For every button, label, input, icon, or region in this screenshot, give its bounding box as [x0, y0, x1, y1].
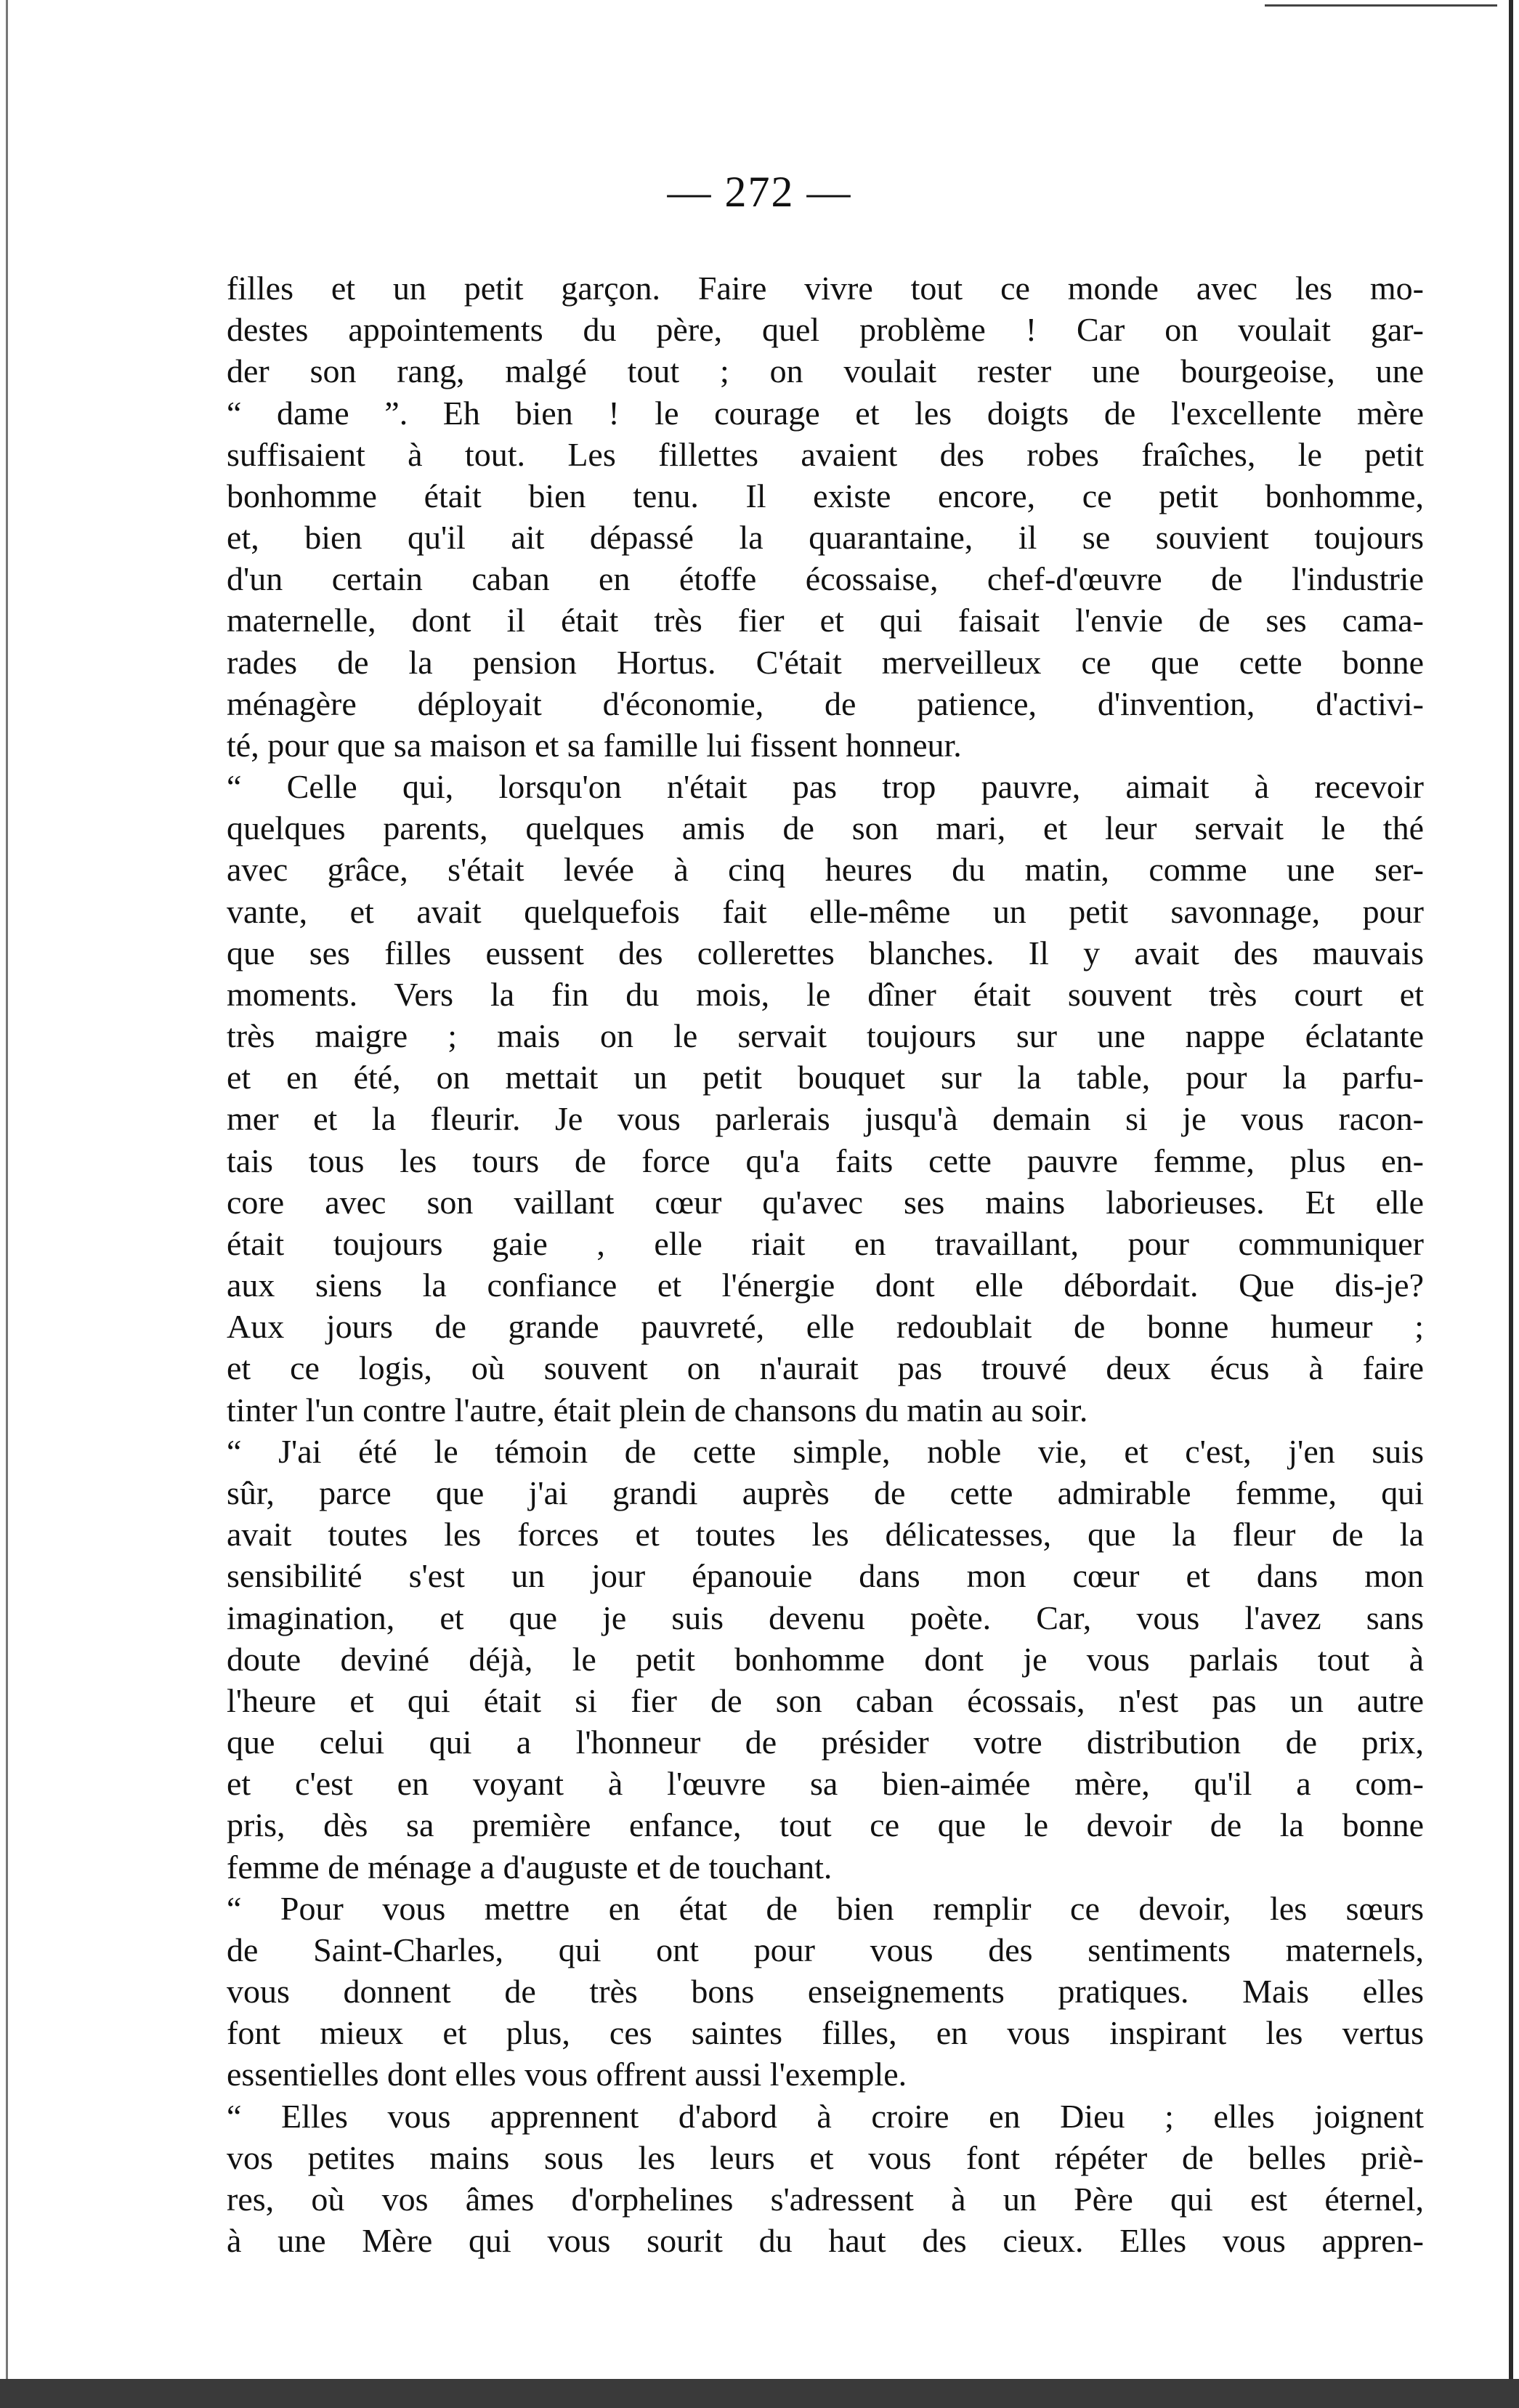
text-line: tais tous les tours de force qu'a faits cette pauvre femme, plus en-: [227, 1142, 1424, 1179]
text-line: que celui qui a l'honneur de présider votre distribution de prix,: [227, 1724, 1424, 1761]
text-line: “ Elles vous apprennent d'abord à croire en Dieu ; elles joignent: [227, 2097, 1424, 2135]
text-line: destes appointements du père, quel problème ! Car on voulait gar-: [227, 311, 1424, 349]
text-line: té, pour que sa maison et sa famille lui fissent honneur.: [227, 726, 962, 764]
scan-edge-right: [1509, 0, 1513, 2408]
text-line: avec grâce, s'était levée à cinq heures du matin, comme une ser-: [227, 851, 1424, 889]
text-line: quelques parents, quelques amis de son mari, et leur servait le thé: [227, 809, 1424, 847]
text-line: très maigre ; mais on le servait toujours sur une nappe éclatante: [227, 1017, 1424, 1055]
text-line: vos petites mains sous les leurs et vous font répéter de belles priè-: [227, 2138, 1424, 2176]
text-line: font mieux et plus, ces saintes filles, en vous inspirant les vertus: [227, 2014, 1424, 2052]
text-line: core avec son vaillant cœur qu'avec ses mains laborieuses. Et elle: [227, 1183, 1424, 1221]
body-text: [227, 267, 1424, 2261]
text-line: sûr, parce que j'ai grandi auprès de cette admirable femme, qui: [227, 1474, 1424, 1511]
text-line: “ Pour vous mettre en état de bien remplir ce devoir, les sœurs: [227, 1889, 1424, 1927]
text-line: et en été, on mettait un petit bouquet sur la table, pour la parfu-: [227, 1059, 1424, 1096]
text-line: l'heure et qui était si fier de son caban écossais, n'est pas un autre: [227, 1681, 1424, 1719]
text-line: imagination, et que je suis devenu poète. Car, vous l'avez sans: [227, 1599, 1424, 1636]
text-line: ménagère déployait d'économie, de patience, d'invention, d'activi-: [227, 684, 1424, 722]
text-line: res, où vos âmes d'orphelines s'adressent à un Père qui est éternel,: [227, 2180, 1424, 2218]
text-line: pris, dès sa première enfance, tout ce que le devoir de la bonne: [227, 1806, 1424, 1844]
text-line: bonhomme était bien tenu. Il existe encore, ce petit bonhomme,: [227, 477, 1424, 514]
text-line: “ J'ai été le témoin de cette simple, noble vie, et c'est, j'en suis: [227, 1432, 1424, 1470]
text-line: était toujours gaie , elle riait en travaillant, pour communiquer: [227, 1224, 1424, 1262]
text-line: mer et la fleurir. Je vous parlerais jusqu'à demain si je vous racon-: [227, 1100, 1424, 1138]
text-line: avait toutes les forces et toutes les délicatesses, que la fleur de la: [227, 1516, 1424, 1554]
text-line: de Saint-Charles, qui ont pour vous des sentiments maternels,: [227, 1931, 1424, 1968]
text-line: à une Mère qui vous sourit du haut des cieux. Elles vous appren-: [227, 2222, 1424, 2260]
text-line: vous donnent de très bons enseignements pratiques. Mais elles: [227, 1973, 1424, 2011]
text-line: sensibilité s'est un jour épanouie dans mon cœur et dans mon: [227, 1557, 1424, 1595]
page-number: — 272 —: [667, 168, 852, 216]
text-line: rades de la pension Hortus. C'était merveilleux ce que cette bonne: [227, 643, 1424, 681]
scan-edge-bottom: [0, 2379, 1519, 2408]
text-line: Aux jours de grande pauvreté, elle redoublait de bonne humeur ;: [227, 1308, 1424, 1346]
text-line: doute deviné déjà, le petit bonhomme dont je vous parlais tout à: [227, 1640, 1424, 1678]
text-line: et c'est en voyant à l'œuvre sa bien-aimée mère, qu'il a com-: [227, 1765, 1424, 1803]
scan-edge-top: [1265, 4, 1497, 7]
text-line: essentielles dont elles vous offrent aussi l'exemple.: [227, 2056, 907, 2093]
scan-edge-left: [6, 0, 8, 2408]
text-line: der son rang, malgé tout ; on voulait rester une bourgeoise, une: [227, 352, 1424, 390]
text-line: que ses filles eussent des collerettes blanches. Il y avait des mauvais: [227, 934, 1424, 971]
text-line: vante, et avait quelquefois fait elle-même un petit savonnage, pour: [227, 892, 1424, 930]
text-line: tinter l'un contre l'autre, était plein de chansons du matin au soir.: [227, 1391, 1088, 1429]
text-line: aux siens la confiance et l'énergie dont elle débordait. Que dis-je?: [227, 1266, 1424, 1304]
text-line: maternelle, dont il était très fier et qui faisait l'envie de ses cama-: [227, 602, 1424, 639]
text-line: moments. Vers la fin du mois, le dîner était souvent très court et: [227, 975, 1424, 1013]
text-line: d'un certain caban en étoffe écossaise, chef-d'œuvre de l'industrie: [227, 560, 1424, 598]
text-line: “ dame ”. Eh bien ! le courage et les doigts de l'excellente mère: [227, 394, 1424, 432]
text-line: “ Celle qui, lorsqu'on n'était pas trop pauvre, aimait à recevoir: [227, 768, 1424, 806]
text-line: et ce logis, où souvent on n'aurait pas trouvé deux écus à faire: [227, 1349, 1424, 1387]
text-line: filles et un petit garçon. Faire vivre tout ce monde avec les mo-: [227, 270, 1424, 307]
text-line: et, bien qu'il ait dépassé la quarantaine, il se souvient toujours: [227, 519, 1424, 557]
text-line: suffisaient à tout. Les fillettes avaient des robes fraîches, le petit: [227, 435, 1424, 473]
text-line: femme de ménage a d'auguste et de touchant.: [227, 1848, 833, 1886]
